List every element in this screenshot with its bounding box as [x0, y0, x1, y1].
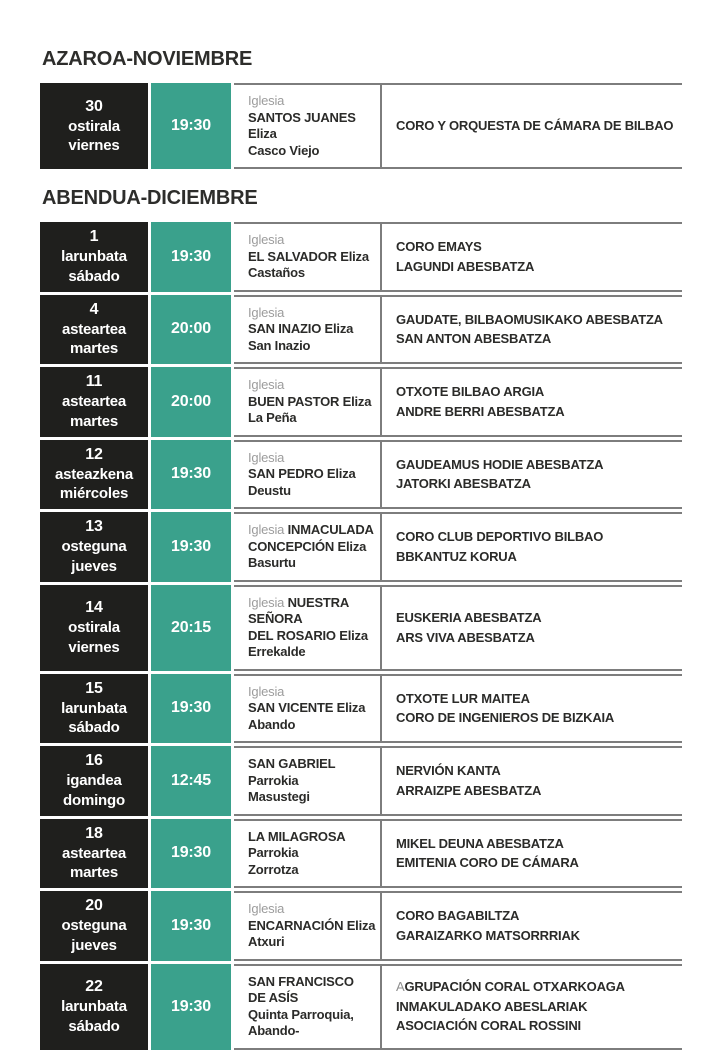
venue-line — [248, 143, 376, 160]
choir-name: ARRAIZPE ABESBATZA — [396, 782, 542, 798]
venue-cell — [234, 369, 380, 435]
choir-name: CORO EMAYS — [396, 239, 482, 255]
venue-name-text: Basurtu — [248, 555, 296, 570]
venue-choir-panel — [234, 746, 682, 816]
date-cell — [40, 367, 148, 437]
time-cell: 19:30 — [151, 891, 231, 961]
choir-name: GAUDATE, BILBAOMUSIKAKO ABESBATZA — [396, 311, 663, 327]
venue-line — [248, 232, 376, 249]
date-cell — [40, 440, 148, 510]
venue-choir-panel — [234, 367, 682, 437]
venue-name-text: Casco Viejo — [248, 142, 320, 158]
venue-choir-panel — [234, 295, 682, 365]
schedule-row — [40, 819, 682, 889]
venue-line — [248, 305, 376, 322]
venue-type-label: Iglesia — [248, 377, 285, 392]
venue-cell — [234, 442, 380, 508]
venue-line — [248, 321, 376, 338]
date-cell — [40, 222, 148, 292]
venue-line — [248, 110, 376, 143]
venue-type-label: Iglesia — [248, 304, 285, 320]
choir-name: ARS VIVA ABESBATZA — [396, 629, 535, 645]
weekday-basque: asteartea — [61, 393, 127, 411]
venue-line — [248, 756, 376, 789]
weekday-spanish: viernes — [68, 137, 120, 154]
choir-name: BBKANTUZ KORUA — [396, 548, 517, 564]
venue-line — [248, 974, 376, 991]
choir-name: JATORKI ABESBATZA — [396, 476, 531, 492]
venue-line — [248, 862, 376, 879]
choirs-cell — [380, 442, 682, 508]
weekday-basque: larunbata — [61, 248, 127, 266]
venue-name-text: San Inazio — [248, 337, 311, 353]
time-cell: 20:15 — [151, 585, 231, 671]
weekday-basque: igandea — [66, 772, 122, 790]
choirs-cell — [380, 587, 682, 669]
rows-november — [40, 83, 682, 169]
venue-cell — [234, 748, 380, 814]
venue-line — [248, 789, 376, 806]
venue-name-text: LA MILAGROSA — [248, 828, 346, 844]
venue-choir-panel — [234, 222, 682, 292]
venue-line — [248, 845, 376, 862]
venue-cell — [234, 514, 380, 580]
venue-name-text: Abando- — [248, 1023, 300, 1038]
choir-name: CORO Y ORQUESTA DE CÁMARA DE BILBAO — [396, 118, 674, 134]
venue-name-text: Castaños — [248, 265, 305, 280]
venue-name-text: Abando — [248, 716, 296, 732]
venue-choir-panel — [234, 819, 682, 889]
time-cell: 20:00 — [151, 295, 231, 365]
choirs-cell — [380, 821, 682, 887]
venue-line — [248, 93, 376, 110]
venue-line — [248, 1023, 376, 1040]
venue-cell — [234, 297, 380, 363]
venue-name-text: ENCARNACIÓN Eliza — [248, 917, 376, 933]
schedule-row — [40, 83, 682, 169]
venue-cell — [234, 224, 380, 290]
venue-name-text: Deustu — [248, 482, 291, 498]
choir-name: ASOCIACIÓN CORAL ROSSINI — [396, 1018, 581, 1034]
venue-cell — [234, 821, 380, 887]
weekday-spanish: sábado — [68, 267, 120, 285]
rows-december — [40, 222, 682, 1050]
schedule-row — [40, 585, 682, 671]
choirs-cell — [380, 966, 682, 1048]
weekday-basque: larunbata — [61, 699, 127, 717]
venue-name-text: SAN INAZIO Eliza — [248, 321, 354, 336]
venue-line — [248, 466, 376, 483]
venue-type-label: Iglesia — [248, 93, 285, 108]
schedule-row — [40, 891, 682, 961]
section-december — [40, 187, 682, 1050]
time-cell: 19:30 — [151, 512, 231, 582]
venue-line — [248, 394, 376, 411]
venue-choir-panel — [234, 440, 682, 510]
venue-type-label: Iglesia — [248, 232, 285, 247]
venue-line — [248, 990, 376, 1007]
schedule-row — [40, 440, 682, 510]
date-cell — [40, 746, 148, 816]
venue-choir-panel — [234, 83, 682, 169]
date-cell — [40, 964, 148, 1050]
choirs-cell — [380, 369, 682, 435]
venue-cell — [234, 966, 380, 1048]
date-cell — [40, 83, 148, 169]
day-number: 30 — [85, 97, 103, 115]
venue-line — [248, 555, 376, 572]
venue-line — [248, 595, 376, 628]
venue-line — [248, 700, 376, 717]
schedule-row — [40, 367, 682, 437]
venue-name-text: DEL ROSARIO Eliza — [248, 627, 368, 643]
time-cell: 19:30 — [151, 819, 231, 889]
choir-name: CORO DE INGENIEROS DE BIZKAIA — [396, 710, 615, 726]
choir-name: GAUDEAMUS HODIE ABESBATZA — [396, 456, 604, 472]
day-number: 20 — [85, 897, 103, 915]
time-cell: 19:30 — [151, 964, 231, 1050]
choir-name: AGRUPACIÓN CORAL OTXARKOAGA — [396, 979, 625, 995]
venue-type-label: Iglesia — [248, 449, 285, 465]
weekday-spanish: domingo — [63, 791, 125, 809]
weekday-basque: ostirala — [68, 117, 120, 135]
venue-name-text: NUESTRA SEÑORA — [248, 594, 349, 626]
time-cell: 19:30 — [151, 440, 231, 510]
weekday-basque: asteartea — [61, 320, 127, 338]
venue-line — [248, 410, 376, 427]
venue-line — [248, 644, 376, 661]
day-number: 16 — [85, 752, 103, 770]
venue-choir-panel — [234, 585, 682, 671]
venue-choir-panel — [234, 674, 682, 744]
venue-line — [248, 249, 376, 266]
weekday-spanish: viernes — [68, 638, 120, 656]
choirs-cell — [380, 297, 682, 363]
venue-name-text: DE ASÍS — [248, 990, 299, 1005]
venue-line — [248, 338, 376, 355]
choir-name: OTXOTE BILBAO ARGIA — [396, 384, 545, 400]
choir-name: EUSKERIA ABESBATZA — [396, 610, 542, 625]
weekday-basque: ostirala — [68, 619, 120, 636]
section-title-december: ABENDUA-DICIEMBRE — [42, 187, 258, 209]
choirs-cell — [380, 85, 682, 167]
section-title-november: AZAROA-NOVIEMBRE — [42, 48, 253, 70]
venue-cell — [234, 893, 380, 959]
choir-name: INMAKULADAKO ABESLARIAK — [396, 998, 588, 1014]
day-number: 4 — [89, 300, 99, 318]
choirs-cell — [380, 676, 682, 742]
venue-type-label: Iglesia — [248, 683, 285, 699]
venue-line — [248, 539, 376, 556]
venue-line — [248, 522, 376, 539]
date-cell — [40, 674, 148, 744]
time-cell: 12:45 — [151, 746, 231, 816]
venue-line — [248, 265, 376, 282]
schedule-row — [40, 674, 682, 744]
venue-name-text: CONCEPCIÓN Eliza — [248, 538, 367, 554]
venue-name-text: EL SALVADOR Eliza — [248, 248, 369, 264]
venue-cell — [234, 587, 380, 669]
venue-choir-panel — [234, 891, 682, 961]
schedule-row — [40, 746, 682, 816]
day-number: 18 — [85, 824, 103, 842]
venue-line — [248, 628, 376, 645]
choir-name: MIKEL DEUNA ABESBATZA — [396, 835, 564, 851]
choir-name: CORO BAGABILTZA — [396, 908, 520, 924]
weekday-basque: osteguna — [61, 917, 127, 935]
section-november — [40, 48, 682, 169]
time-cell: 19:30 — [151, 222, 231, 292]
weekday-spanish: martes — [70, 864, 118, 882]
venue-name-text: La Peña — [248, 410, 297, 425]
venue-cell — [234, 85, 380, 167]
choir-name: OTXOTE LUR MAITEA — [396, 690, 530, 706]
choir-name: SAN ANTON ABESBATZA — [396, 331, 552, 347]
venue-type-label: Iglesia — [248, 522, 288, 537]
choir-name: ANDRE BERRI ABESBATZA — [396, 403, 565, 419]
venue-name-text: Atxuri — [248, 934, 285, 949]
choir-name: EMITENIA CORO DE CÁMARA — [396, 855, 579, 871]
time-cell: 20:00 — [151, 367, 231, 437]
weekday-spanish: jueves — [71, 936, 117, 954]
date-cell — [40, 891, 148, 961]
day-number: 14 — [85, 599, 103, 616]
choir-name: LAGUNDI ABESBATZA — [396, 258, 535, 274]
venue-choir-panel — [234, 512, 682, 582]
day-number: 22 — [85, 978, 103, 995]
venue-line — [248, 483, 376, 500]
day-number: 13 — [85, 518, 103, 536]
day-number: 15 — [85, 679, 103, 697]
choir-name: NERVIÓN KANTA — [396, 763, 501, 779]
venue-line — [248, 377, 376, 394]
day-number: 12 — [85, 445, 103, 463]
venue-type-label: Iglesia — [248, 901, 285, 916]
venue-name-text: SAN FRANCISCO — [248, 973, 354, 989]
weekday-spanish: sábado — [68, 1017, 120, 1035]
venue-name-text: SAN VICENTE Eliza — [248, 700, 366, 715]
weekday-spanish: martes — [70, 340, 118, 358]
weekday-basque: asteartea — [61, 844, 127, 862]
schedule-row — [40, 512, 682, 582]
venue-line — [248, 934, 376, 951]
venue-line — [248, 717, 376, 734]
venue-name-text: Parrokia — [248, 845, 299, 860]
venue-name-text: Masustegi — [248, 789, 310, 804]
schedule-row — [40, 295, 682, 365]
schedule-row — [40, 222, 682, 292]
venue-line — [248, 918, 376, 935]
choir-name: GARAIZARKO MATSORRRIAK — [396, 927, 580, 943]
weekday-spanish: sábado — [68, 719, 120, 737]
venue-name-text: Quinta Parroquia, — [248, 1006, 354, 1022]
venue-cell — [234, 676, 380, 742]
weekday-spanish: miércoles — [59, 485, 129, 503]
choirs-cell — [380, 748, 682, 814]
choirs-cell — [380, 224, 682, 290]
day-number: 11 — [85, 373, 103, 391]
venue-name-text: BUEN PASTOR Eliza — [248, 393, 372, 409]
weekday-spanish: martes — [70, 412, 118, 430]
date-cell — [40, 819, 148, 889]
venue-line — [248, 901, 376, 918]
venue-name-text: SANTOS JUANES Eliza — [248, 109, 356, 141]
time-cell: 19:30 — [151, 83, 231, 169]
venue-line — [248, 684, 376, 701]
venue-choir-panel — [234, 964, 682, 1050]
venue-line — [248, 450, 376, 467]
venue-name-text: Errekalde — [248, 644, 306, 659]
weekday-basque: asteazkena — [54, 465, 134, 483]
date-cell — [40, 585, 148, 671]
choir-name: CORO CLUB DEPORTIVO BILBAO — [396, 529, 604, 545]
weekday-basque: osteguna — [61, 538, 127, 556]
venue-line — [248, 829, 376, 846]
venue-name-text: Zorrotza — [248, 861, 299, 877]
venue-line — [248, 1007, 376, 1024]
schedule-row — [40, 964, 682, 1050]
weekday-basque: larunbata — [61, 998, 127, 1015]
date-cell — [40, 295, 148, 365]
venue-type-label: Iglesia — [248, 594, 288, 610]
time-cell: 19:30 — [151, 674, 231, 744]
date-cell — [40, 512, 148, 582]
day-number: 1 — [89, 228, 99, 246]
venue-name-text: SAN PEDRO Eliza — [248, 466, 356, 481]
venue-name-text: SAN GABRIEL Parrokia — [248, 756, 336, 788]
choirs-cell — [380, 893, 682, 959]
choirs-cell — [380, 514, 682, 580]
weekday-spanish: jueves — [71, 557, 117, 575]
venue-name-text: INMACULADA — [287, 522, 374, 537]
